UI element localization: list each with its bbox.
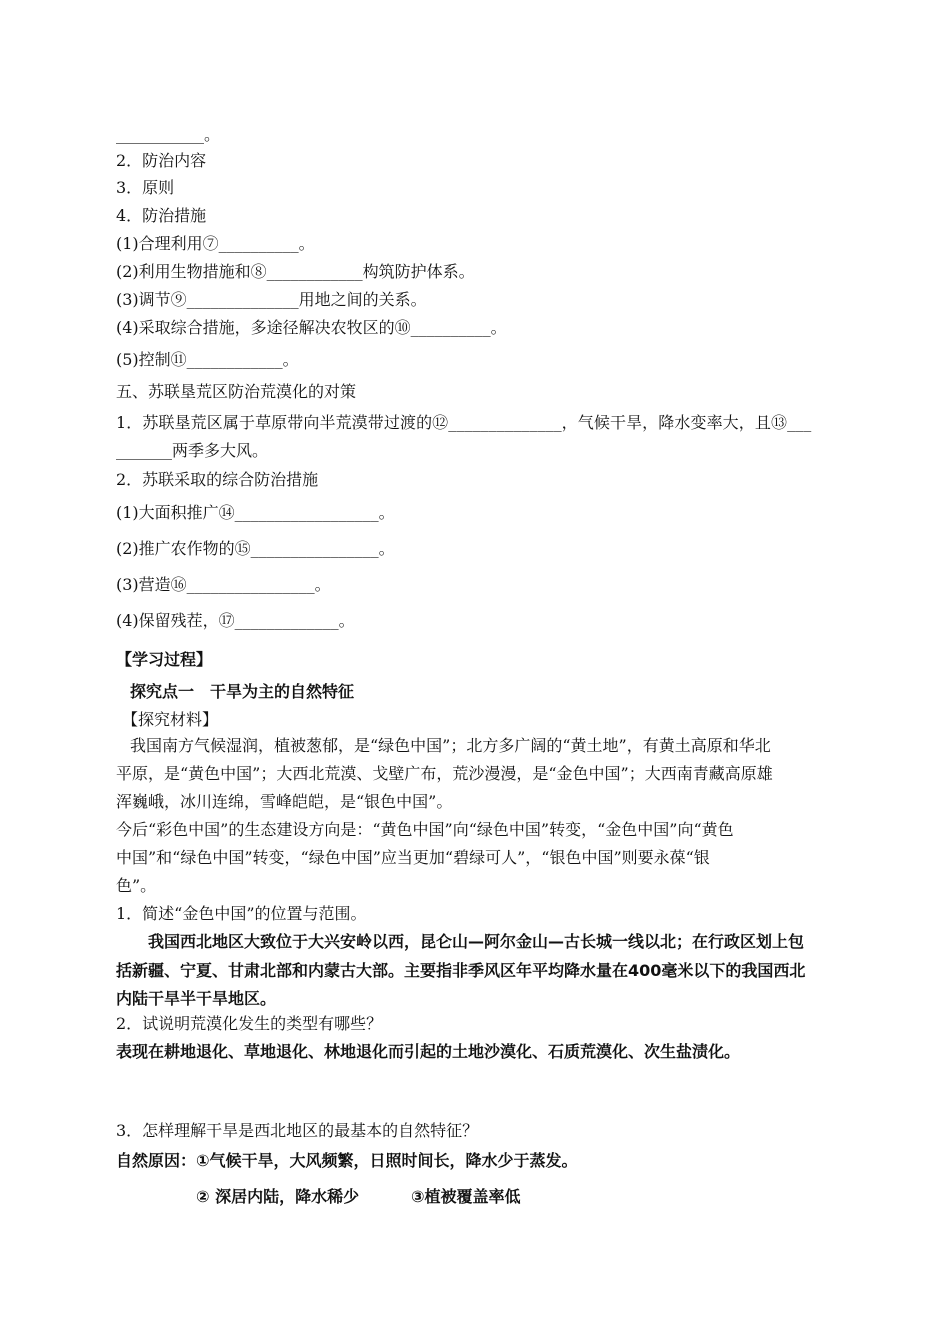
answer-2: 表现在耕地退化、草地退化、林地退化而引起的土地沙漠化、石质荒漠化、次生盐渍化。 [116, 1042, 741, 1061]
material-para-1-line1: 我国南方气候湿润，植被葱郁，是“绿色中国”；北方多广阔的“黄土地”，有黄土高原和华北 [130, 736, 771, 755]
blank-line: ___________。 [116, 125, 221, 144]
soviet-measure-2: (2)推广农作物的⑮________________。 [116, 539, 395, 558]
soviet-measure-1: (1)大面积推广⑭__________________。 [116, 503, 395, 522]
answer-1-line2: 括新疆、宁夏、甘肃北部和内蒙古大部。主要指非季风区年平均降水量在400毫米以下的我国西北 [116, 961, 806, 980]
material-para-1-line3: 浑巍峨，冰川连绵，雪峰皑皑，是“银色中国”。 [116, 792, 453, 811]
answer-3-point-2: ② 深居内陆，降水稀少 [196, 1187, 360, 1206]
measure-4: (4)采取综合措施，多途径解决农牧区的⑩__________。 [116, 318, 507, 337]
learning-process-heading: 【学习过程】 [116, 650, 213, 669]
heading-prevention-content: 2．防治内容 [116, 151, 207, 170]
section-5-heading: 五、苏联垦荒区防治荒漠化的对策 [116, 382, 357, 401]
inquiry-point-1-heading: 探究点一 干旱为主的自然特征 [130, 682, 355, 701]
soviet-item-1-line2: _______两季多大风。 [116, 441, 269, 460]
measure-5: (5)控制⑪____________。 [116, 350, 299, 369]
material-para-2-line1: 今后“彩色中国”的生态建设方向是：“黄色中国”向“绿色中国”转变，“金色中国”向“黄色 [116, 820, 734, 839]
soviet-measure-4: (4)保留残茬，⑰_____________。 [116, 611, 355, 630]
answer-3-line1: 自然原因：①气候干旱，大风频繁，日照时间长，降水少于蒸发。 [116, 1151, 578, 1170]
soviet-item-2: 2．苏联采取的综合防治措施 [116, 470, 319, 489]
material-para-1-line2: 平原，是“黄色中国”；大西北荒漠、戈壁广布，荒沙漫漫，是“金色中国”；大西南青藏高原雄 [116, 764, 773, 783]
answer-3-point-3: ③植被覆盖率低 [411, 1187, 521, 1206]
question-3: 3．怎样理解干旱是西北地区的最基本的自然特征？ [116, 1121, 479, 1140]
material-para-2-line3: 色”。 [116, 876, 157, 895]
inquiry-material-label: 【探究材料】 [122, 710, 219, 729]
measure-1: (1)合理利用⑦__________。 [116, 234, 315, 253]
heading-principle: 3．原则 [116, 178, 175, 197]
soviet-measure-3: (3)营造⑯________________。 [116, 575, 331, 594]
material-para-2-line2: 中国”和“绿色中国”转变，“绿色中国”应当更加“碧绿可人”，“银色中国”则要永葆“银 [116, 848, 710, 867]
measure-2: (2)利用生物措施和⑧____________构筑防护体系。 [116, 262, 475, 281]
measure-3: (3)调节⑨______________用地之间的关系。 [116, 290, 427, 309]
answer-1-line1: 我国西北地区大致位于大兴安岭以西，昆仑山—阿尔金山—古长城一线以北；在行政区划上包 [148, 932, 805, 951]
heading-prevention-measures: 4．防治措施 [116, 206, 207, 225]
answer-1-line3: 内陆干旱半干旱地区。 [116, 989, 277, 1008]
question-1: 1．简述“金色中国”的位置与范围。 [116, 904, 367, 923]
question-2: 2．试说明荒漠化发生的类型有哪些？ [116, 1014, 383, 1033]
soviet-item-1-line1: 1．苏联垦荒区属于草原带向半荒漠带过渡的⑫______________，气候干旱，降水变率大，且⑬___ [116, 413, 812, 432]
